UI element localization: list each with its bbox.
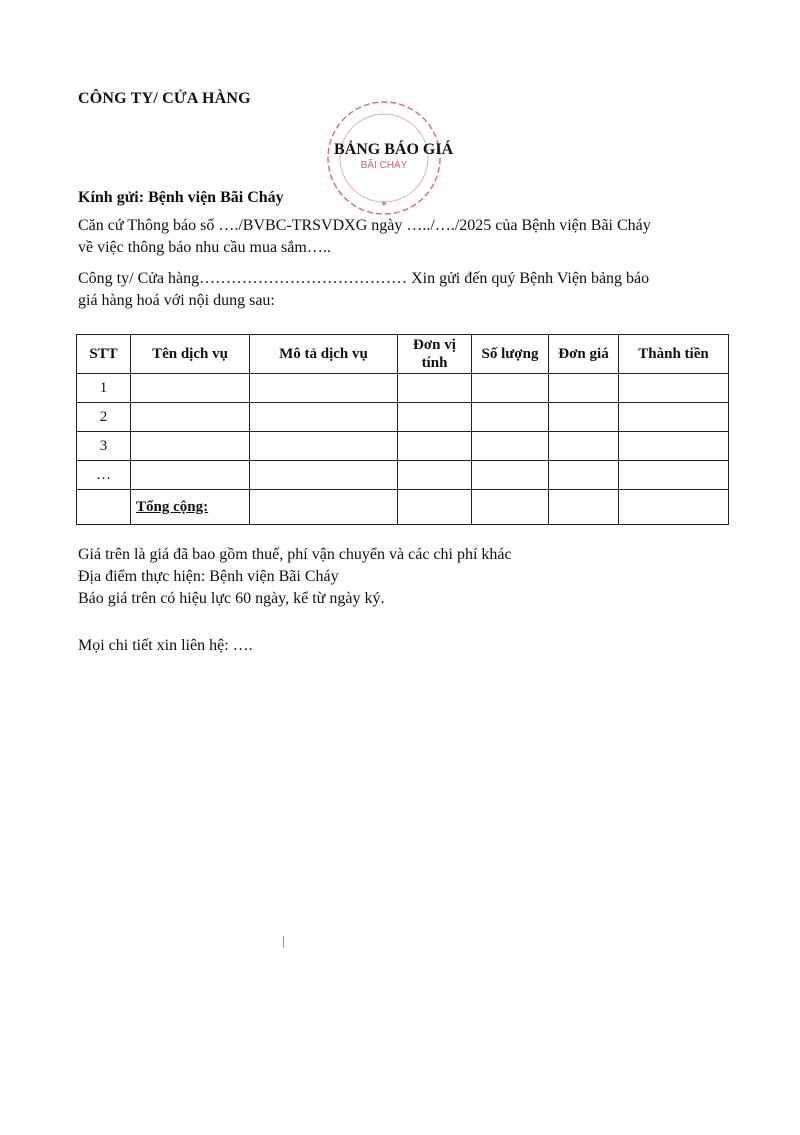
row-number: 2 — [77, 403, 131, 432]
header-service-name: Tên dịch vụ — [131, 335, 250, 374]
amount-cell — [619, 461, 729, 490]
row-number: … — [77, 461, 131, 490]
description-cell — [250, 432, 398, 461]
description-cell — [250, 490, 398, 525]
basis-line-1: Căn cứ Thông báo số …./BVBC-TRSVDXG ngày …../…./2025 của Bệnh viện Bãi Cháy — [78, 217, 651, 234]
scan-mark — [283, 936, 284, 948]
service-name-cell — [131, 374, 250, 403]
unit-price-cell — [549, 403, 619, 432]
table-header-row — [77, 335, 729, 374]
quantity-cell — [472, 374, 549, 403]
header-service-description: Mô tả dịch vụ — [250, 335, 398, 374]
unit-price-cell — [549, 461, 619, 490]
unit-price-cell — [549, 374, 619, 403]
header-total-amount: Thành tiền — [619, 335, 729, 374]
table-row — [77, 432, 729, 461]
row-number: 1 — [77, 374, 131, 403]
header-stt: STT — [77, 335, 131, 374]
quantity-cell — [472, 461, 549, 490]
unit-price-cell — [549, 432, 619, 461]
unit-cell — [398, 461, 472, 490]
quantity-cell — [472, 432, 549, 461]
amount-cell — [619, 403, 729, 432]
note-location: Địa điểm thực hiện: Bệnh viện Bãi Cháy — [78, 568, 339, 585]
table-row — [77, 403, 729, 432]
note-validity: Báo giá trên có hiệu lực 60 ngày, kể từ ngày ký. — [78, 590, 385, 607]
company-line-2: giá hàng hoá với nội dung sau: — [78, 292, 275, 309]
notes-block — [78, 544, 512, 610]
table-row — [77, 374, 729, 403]
quotation-table — [76, 334, 729, 525]
row-number: 3 — [77, 432, 131, 461]
service-name-cell — [131, 432, 250, 461]
amount-cell — [619, 432, 729, 461]
stamp-text: BÃI CHÁY — [360, 160, 408, 171]
unit-cell — [398, 432, 472, 461]
contact-line: Mọi chi tiết xin liên hệ: …. — [78, 637, 253, 654]
description-cell — [250, 461, 398, 490]
unit-cell — [398, 403, 472, 432]
document-title: BẢNG BÁO GIÁ — [334, 141, 454, 158]
basis-paragraph — [78, 215, 728, 259]
unit-cell — [398, 490, 472, 525]
header-unit-price: Đơn giá — [549, 335, 619, 374]
quantity-cell — [472, 490, 549, 525]
svg-text:★: ★ — [380, 199, 388, 208]
service-name-cell — [131, 461, 250, 490]
unit-cell — [398, 374, 472, 403]
recipient-line: Kính gửi: Bệnh viện Bãi Cháy — [78, 189, 284, 206]
total-label: Tổng cộng: — [131, 490, 250, 525]
company-line-1: Công ty/ Cửa hàng………………………………… Xin gửi đến quý Bệnh Viện bảng báo — [78, 270, 650, 287]
amount-cell — [619, 374, 729, 403]
total-row-stt — [77, 490, 131, 525]
company-paragraph — [78, 268, 728, 312]
service-name-cell — [131, 403, 250, 432]
basis-line-2: về việc thông báo nhu cầu mua sắm….. — [78, 239, 331, 256]
table-row — [77, 461, 729, 490]
quantity-cell — [472, 403, 549, 432]
amount-cell — [619, 490, 729, 525]
description-cell — [250, 374, 398, 403]
unit-price-cell — [549, 490, 619, 525]
description-cell — [250, 403, 398, 432]
note-price-includes: Giá trên là giá đã bao gồm thuế, phí vận chuyển và các chi phí khác — [78, 546, 512, 563]
total-row — [77, 490, 729, 525]
company-heading: CÔNG TY/ CỬA HÀNG — [78, 90, 251, 107]
header-quantity: Số lượng — [472, 335, 549, 374]
header-unit: Đơn vị tính — [398, 335, 472, 374]
